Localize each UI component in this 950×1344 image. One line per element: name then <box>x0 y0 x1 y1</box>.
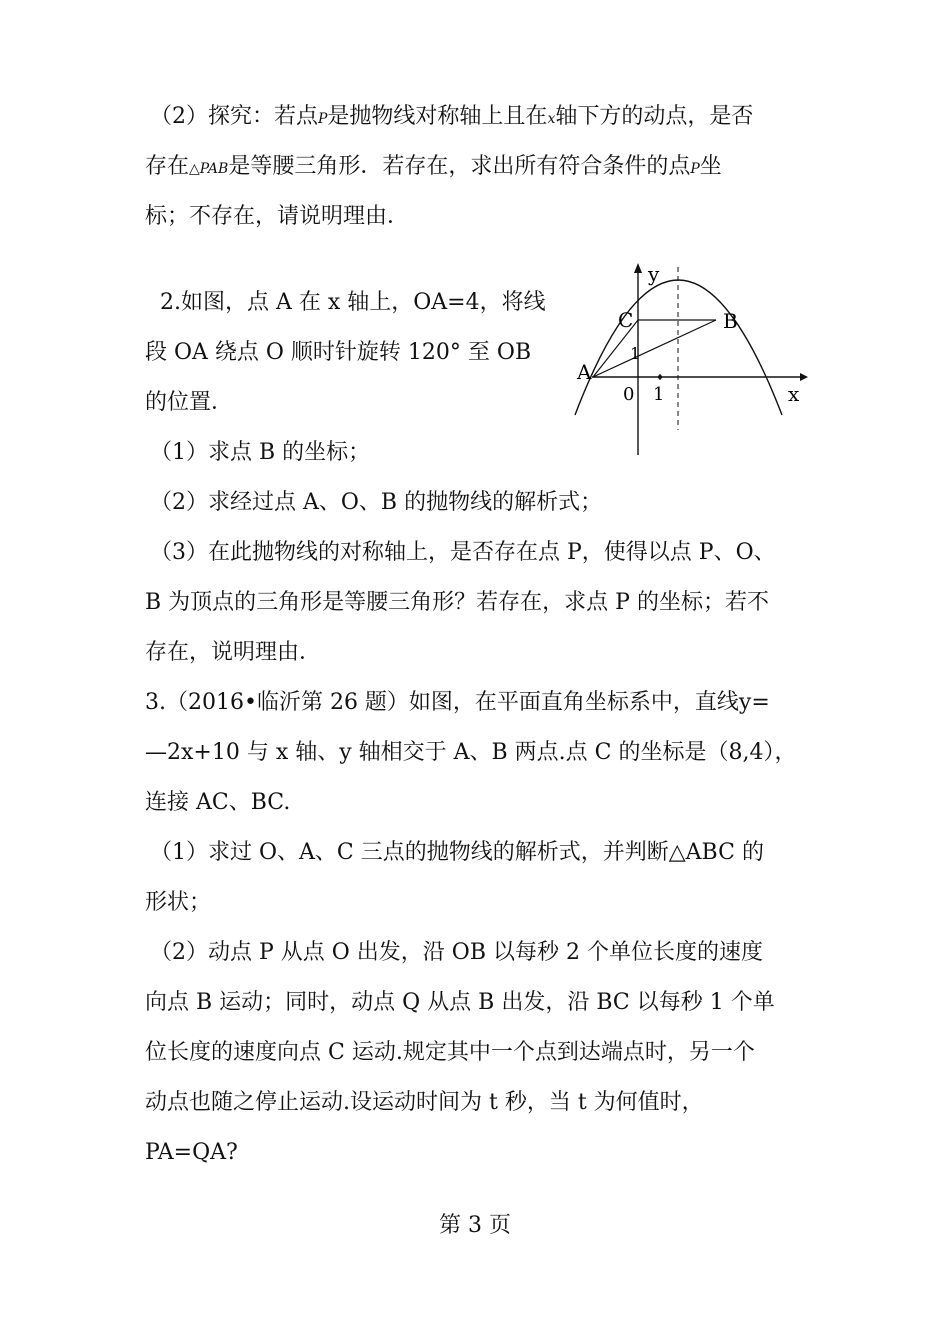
var-x: x <box>547 111 556 127</box>
y-axis-label: y <box>648 262 660 286</box>
line-1-a: （2）探究：若点 <box>150 104 318 129</box>
var-P-2: P <box>690 161 700 177</box>
text-line-19: 位长度的速度向点 C 运动.规定其中一个点到达端点时，另一个 <box>145 1040 755 1065</box>
x-tick-label: 1 <box>653 384 665 405</box>
text-line-9: （3）在此抛物线的对称轴上，是否存在点 P，使得以点 P、O、 <box>150 540 776 565</box>
x-axis-arrow <box>800 373 808 381</box>
text-line-21: PA=QA? <box>145 1140 238 1165</box>
text-line-6: 的位置． <box>145 390 234 415</box>
text-line-12: 3.（2016•临沂第 26 题）如图，在平面直角坐标系中，直线y= <box>145 690 770 715</box>
point-A-label: A <box>577 360 592 384</box>
text-line-3: 标；不存在，请说明理由． <box>145 204 410 229</box>
point-B-label: B <box>723 309 738 333</box>
var-P: P <box>318 111 328 127</box>
segment-AB <box>593 320 716 377</box>
text-line-14: 连接 AC、BC. <box>145 790 291 815</box>
text-line-16: 形状； <box>145 890 212 915</box>
line-1-c: 轴下方的动点，是否 <box>555 104 754 129</box>
text-line-4: 2.如图，点 A 在 x 轴上，OA=4，将线 <box>160 290 546 315</box>
text-line-5: 段 OA 绕点 O 顺时针旋转 120° 至 OB <box>145 340 532 365</box>
text-line-11: 存在，说明理由． <box>145 640 322 665</box>
line-2-a: 存在 <box>145 154 190 179</box>
origin-label: 0 <box>623 384 635 405</box>
parabola-figure <box>560 255 820 460</box>
line-2-b: 是等腰三角形．若存在，求出所有符合条件的点 <box>228 154 691 179</box>
y-axis-arrow <box>634 263 642 273</box>
text-line-10: B 为顶点的三角形是等腰三角形？若存在，求点 P 的坐标；若不 <box>145 590 769 615</box>
text-line-7: （1）求点 B 的坐标； <box>150 440 371 465</box>
text-line-13: —2x+10 与 x 轴、y 轴相交于 A、B 两点.点 C 的坐标是（8,4）， <box>145 740 797 765</box>
point-C-label: C <box>618 308 634 332</box>
text-line-1 <box>150 102 753 134</box>
page-number: 第 3 页 <box>439 1213 511 1238</box>
text-line-18: 向点 B 运动；同时，动点 Q 从点 B 出发，沿 BC 以每秒 1 个单 <box>145 990 775 1015</box>
text-line-17: （2）动点 P 从点 O 出发，沿 OB 以每秒 2 个单位长度的速度 <box>150 940 763 965</box>
point-tick <box>658 375 662 379</box>
y-tick-label: 1 <box>630 344 641 363</box>
text-line-8: （2）求经过点 A、O、B 的抛物线的解析式； <box>150 490 603 515</box>
x-axis-label: x <box>788 382 800 406</box>
var-triangle-PAB: △PAB <box>189 161 229 177</box>
text-line-15: （1）求过 O、A、C 三点的抛物线的解析式，并判断△ABC 的 <box>150 840 764 865</box>
line-2-c: 坐 <box>699 154 722 179</box>
line-1-b: 是抛物线对称轴上且在 <box>327 104 548 129</box>
text-line-2 <box>145 152 722 184</box>
text-line-20: 动点也随之停止运动.设运动时间为 t 秒，当 t 为何值时， <box>145 1090 704 1115</box>
